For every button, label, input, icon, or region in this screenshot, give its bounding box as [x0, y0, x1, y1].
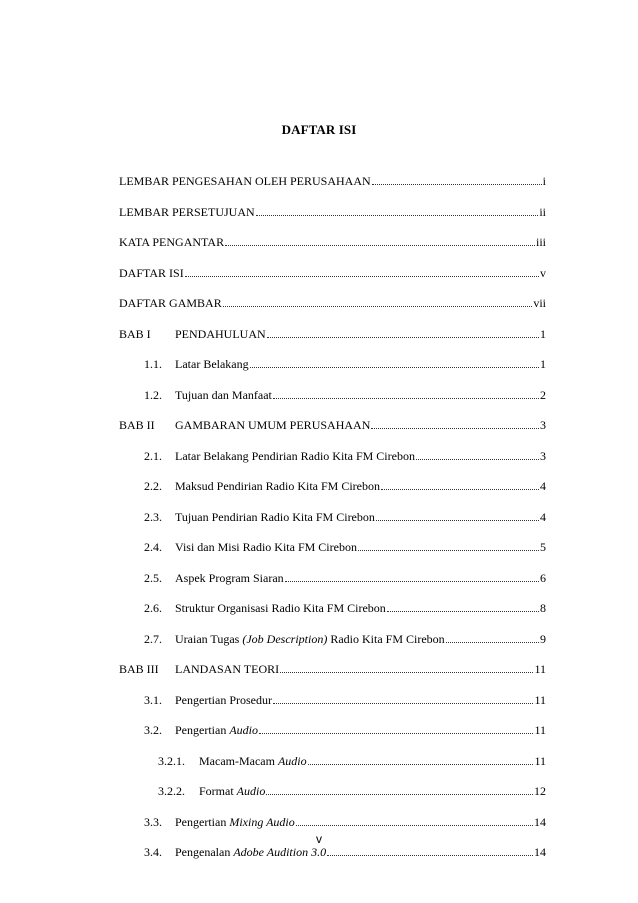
toc-title: PENDAHULUAN: [175, 326, 266, 341]
toc-entry: [144, 447, 546, 465]
toc-leader-dots: [185, 264, 539, 277]
toc-leader-dots: [273, 691, 533, 704]
toc-title: LEMBAR PENGESAHAN OLEH PERUSAHAAN: [119, 174, 371, 188]
toc-leader-dots: [273, 386, 539, 399]
toc-leader-dots: [446, 630, 539, 643]
toc-entry: [144, 569, 546, 587]
toc-title: Pengertian Prosedur: [175, 692, 272, 707]
toc-entry: [119, 203, 546, 221]
toc-entry: [144, 355, 546, 373]
toc-title: Pengertian Audio: [175, 723, 258, 737]
toc-page-number: 1: [540, 326, 546, 341]
toc-entry: [144, 386, 546, 404]
toc-number: 3.1.: [144, 692, 162, 707]
toc-entry: [119, 172, 546, 190]
toc-leader-dots: [280, 660, 533, 673]
toc-number: 2.6.: [144, 601, 162, 615]
toc-leader-dots: [387, 599, 539, 612]
toc-title: Aspek Program Siaran: [175, 570, 284, 585]
toc-entry: [144, 477, 546, 495]
toc-leader-dots: [223, 294, 533, 307]
toc-entry: [144, 508, 546, 526]
toc-page-number: 11: [534, 692, 546, 707]
toc-number: 1.2.: [144, 387, 162, 402]
page-number: v: [316, 832, 322, 846]
toc-number: 2.1.: [144, 448, 162, 463]
toc-leader-dots: [358, 538, 539, 551]
toc-number: BAB I: [119, 326, 151, 341]
toc-entry: [119, 416, 546, 434]
toc-leader-dots: [416, 447, 539, 460]
toc-title: KATA PENGANTAR: [119, 235, 225, 249]
toc-leader-dots: [376, 508, 539, 521]
toc-entry: [144, 721, 546, 739]
toc-page-number: 9: [540, 631, 546, 646]
toc-number: 3.2.2.: [158, 784, 185, 798]
toc-number: BAB II: [119, 418, 155, 432]
toc-entry: [119, 233, 546, 251]
toc-entry: [144, 691, 546, 709]
toc-number: 3.2.1.: [158, 753, 185, 768]
toc-page-number: 11: [534, 723, 546, 737]
toc-entry: [158, 752, 546, 770]
toc-title: LANDASAN TEORI: [175, 662, 280, 676]
toc-title: Format Audio: [199, 784, 266, 798]
toc-page-number: 3: [540, 448, 546, 463]
toc-title: Tujuan dan Manfaat: [175, 387, 272, 402]
toc-entry: [144, 599, 546, 617]
toc-number: 1.1.: [144, 357, 162, 371]
toc-entry: [158, 782, 546, 800]
toc-title: Latar Belakang: [175, 357, 249, 371]
toc-page-number: i: [542, 174, 546, 188]
toc-page-number: ii: [539, 204, 546, 219]
toc-number: BAB III: [119, 662, 159, 676]
toc-title: Pengenalan Adobe Audition 3.0: [175, 845, 327, 859]
toc-entry: [144, 630, 546, 648]
toc-entry: [144, 538, 546, 556]
toc-page-number: 6: [540, 570, 546, 585]
toc-page-number: 3: [540, 418, 546, 432]
toc-leader-dots: [371, 416, 539, 429]
toc-page-number: iii: [535, 235, 546, 249]
toc-leader-dots: [256, 203, 539, 216]
toc-number: 2.4.: [144, 540, 162, 554]
toc-title: Struktur Organisasi Radio Kita FM Cirebon: [175, 601, 386, 615]
toc-page-number: vii: [533, 296, 546, 310]
toc-number: 2.3.: [144, 509, 162, 524]
toc-entry: [119, 325, 546, 343]
toc-leader-dots: [296, 813, 533, 826]
toc-leader-dots: [285, 569, 539, 582]
toc-entry: [119, 660, 546, 678]
toc-title: Maksud Pendirian Radio Kita FM Cirebon: [175, 479, 380, 493]
toc-title: Latar Belakang Pendirian Radio Kita FM Cirebon: [175, 448, 415, 463]
toc-leader-dots: [250, 355, 539, 368]
toc-page-number: 11: [534, 753, 546, 768]
toc-page-number: 12: [534, 784, 546, 798]
toc-number: 3.2.: [144, 723, 162, 737]
toc-leader-dots: [259, 721, 533, 734]
toc-leader-dots: [372, 172, 542, 185]
toc-page-number: 8: [540, 601, 546, 615]
toc-number: 2.5.: [144, 570, 162, 585]
toc-title: DAFTAR GAMBAR: [119, 296, 222, 310]
toc-title: Uraian Tugas (Job Description) Radio Kita FM Cirebon: [175, 631, 445, 646]
toc-page-number: 4: [540, 479, 546, 493]
toc-title: Visi dan Misi Radio Kita FM Cirebon: [175, 540, 357, 554]
toc-page-number: 11: [534, 662, 546, 676]
toc-title: Pengertian Mixing Audio: [175, 814, 295, 829]
toc-number: 2.2.: [144, 479, 162, 493]
toc-number: 3.4.: [144, 845, 162, 859]
toc-page-number: v: [540, 265, 546, 280]
toc-number: 3.3.: [144, 814, 162, 829]
page-title: DAFTAR ISI: [281, 122, 357, 137]
toc-page-number: 4: [540, 509, 546, 524]
toc-entry: [144, 813, 546, 831]
toc-number: 2.7.: [144, 631, 162, 646]
toc-page-number: 14: [534, 845, 546, 859]
toc-title: Tujuan Pendirian Radio Kita FM Cirebon: [175, 509, 375, 524]
toc-title: GAMBARAN UMUM PERUSAHAAN: [175, 418, 371, 432]
toc-title: LEMBAR PERSETUJUAN: [119, 204, 255, 219]
toc-page-number: 1: [540, 357, 546, 371]
toc-entry: [119, 294, 546, 312]
toc-leader-dots: [225, 233, 535, 246]
toc-leader-dots: [308, 752, 534, 765]
toc-page-number: 2: [540, 387, 546, 402]
toc-title: DAFTAR ISI: [119, 265, 184, 280]
toc-leader-dots: [381, 477, 539, 490]
toc-title: Macam-Macam Audio: [199, 753, 307, 768]
toc-page-number: 14: [534, 814, 546, 829]
toc-page-number: 5: [540, 540, 546, 554]
toc-leader-dots: [266, 782, 533, 795]
toc-leader-dots: [267, 325, 539, 338]
toc-entry: [119, 264, 546, 282]
